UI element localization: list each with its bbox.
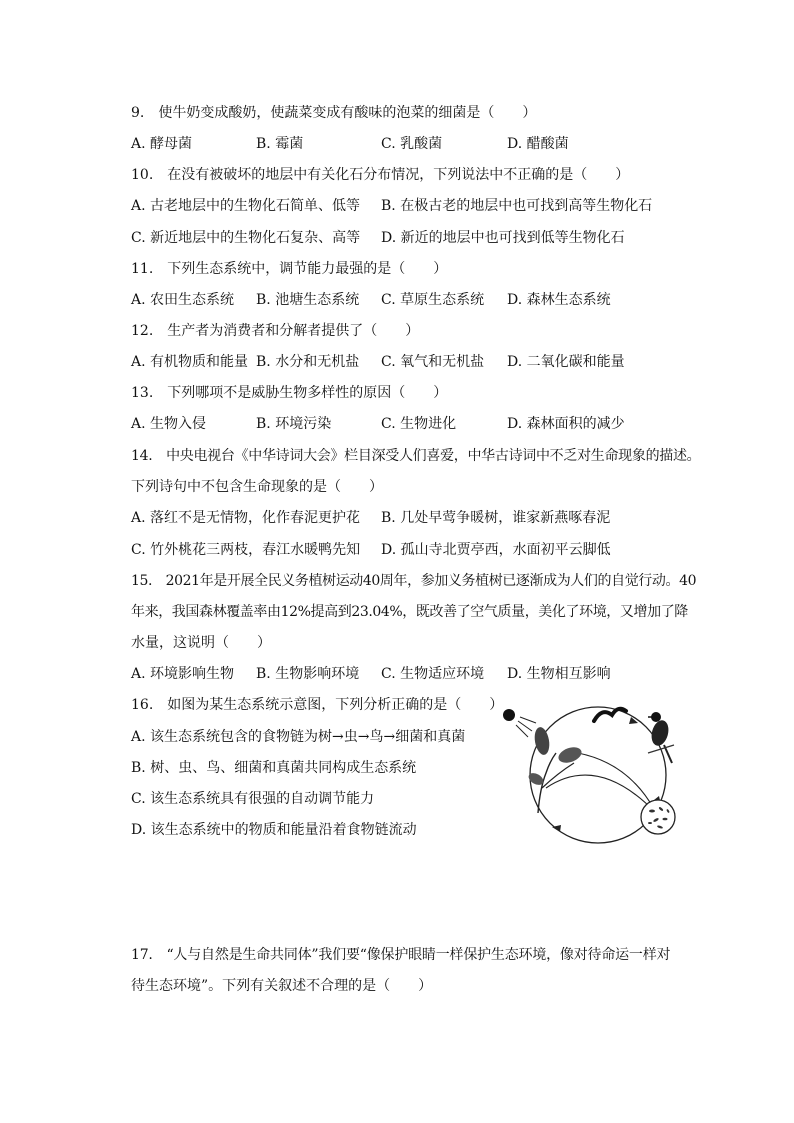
q16-option-d: D. 该生态系统中的物质和能量沿着食物链流动 — [131, 822, 417, 838]
arrow-head-icon — [629, 717, 638, 724]
q12-option-c: C. 氧气和无机盐 — [381, 354, 485, 370]
q9-option-c: C. 乳酸菌 — [381, 136, 443, 152]
ecosystem-diagram-svg — [498, 693, 678, 853]
question-15-stem-line1: 15. 2021年是开展全民义务植树运动40周年，参加义务植树已逐渐成为人们的自觉行动。40 — [131, 573, 697, 589]
q16-option-b: B. 树、虫、鸟、细菌和真菌共同构成生态系统 — [131, 760, 417, 776]
q11-option-d: D. 森林生态系统 — [507, 292, 611, 308]
q10-option-b: B. 在极古老的地层中也可找到高等生物化石 — [381, 198, 653, 214]
question-15-stem-line2: 年来，我国森林覆盖率由12%提高到23.04%，既改善了空气质量，美化了环境，又增加了降 — [131, 604, 688, 620]
q11-option-c: C. 草原生态系统 — [381, 292, 485, 308]
q15-option-b: B. 生物影响环境 — [256, 666, 360, 682]
q13-option-a: A. 生物入侵 — [131, 416, 207, 432]
q13-option-d: D. 森林面积的减少 — [507, 416, 625, 432]
question-14-stem-line1: 14. 中央电视台《中华诗词大会》栏目深受人们喜爱，中华古诗词中不乏对生命现象的描述。 — [131, 448, 701, 464]
question-14-stem-line2: 下列诗句中不包含生命现象的是（ ） — [131, 479, 383, 495]
caterpillar-icon — [594, 709, 626, 721]
question-17-stem-line1: 17. “人与自然是生命共同体”我们要“像保护眼睛一样保护生态环境，像对待命运一样对 — [131, 947, 671, 963]
question-10-stem: 10. 在没有被破坏的地层中有关化石分布情况，下列说法中不正确的是（ ） — [131, 167, 630, 183]
question-16-stem: 16. 如图为某生态系统示意图，下列分析正确的是（ ） — [131, 697, 504, 713]
q12-option-a: A. 有机物质和能量 — [131, 354, 249, 370]
ecosystem-diagram — [498, 693, 678, 853]
q15-option-c: C. 生物适应环境 — [381, 666, 485, 682]
bacteria-icon — [641, 800, 675, 834]
q14-option-d: D. 孤山寺北贾亭西，水面初平云脚低 — [381, 542, 611, 558]
bird-icon — [648, 712, 674, 763]
q14-option-a: A. 落红不是无情物，化作春泥更护花 — [131, 510, 361, 526]
q12-option-d: D. 二氧化碳和能量 — [507, 354, 625, 370]
q11-option-b: B. 池塘生态系统 — [256, 292, 360, 308]
q10-option-d: D. 新近的地层中也可找到低等生物化石 — [381, 230, 625, 246]
q16-option-c: C. 该生态系统具有很强的自动调节能力 — [131, 791, 375, 807]
q15-option-a: A. 环境影响生物 — [131, 666, 235, 682]
q15-option-d: D. 生物相互影响 — [507, 666, 611, 682]
q10-option-a: A. 古老地层中的生物化石简单、低等 — [131, 198, 361, 214]
question-9-stem: 9. 使牛奶变成酸奶，使蔬菜变成有酸味的泡菜的细菌是（ ） — [131, 105, 537, 121]
question-15-stem-line3: 水量，这说明（ ） — [131, 635, 271, 651]
question-12-stem: 12. 生产者为消费者和分解者提供了（ ） — [131, 323, 420, 339]
question-13-stem: 13. 下列哪项不是威胁生物多样性的原因（ ） — [131, 385, 448, 401]
q9-option-d: D. 醋酸菌 — [507, 136, 569, 152]
q12-option-b: B. 水分和无机盐 — [256, 354, 360, 370]
q14-option-c: C. 竹外桃花三两枝，春江水暖鸭先知 — [131, 542, 361, 558]
q11-option-a: A. 农田生态系统 — [131, 292, 235, 308]
q14-option-b: B. 几处早莺争暖树，谁家新燕啄春泥 — [381, 510, 611, 526]
q16-option-a: A. 该生态系统包含的食物链为树→虫→鸟→细菌和真菌 — [131, 729, 466, 745]
q9-option-b: B. 霉菌 — [256, 136, 304, 152]
q9-option-a: A. 酵母菌 — [131, 136, 193, 152]
sun-icon — [503, 709, 536, 737]
q10-option-c: C. 新近地层中的生物化石复杂、高等 — [131, 230, 361, 246]
q13-option-b: B. 环境污染 — [256, 416, 332, 432]
inner-arrow-arc — [546, 775, 656, 813]
question-11-stem: 11. 下列生态系统中，调节能力最强的是（ ） — [131, 261, 448, 277]
q13-option-c: C. 生物进化 — [381, 416, 457, 432]
question-17-stem-line2: 待生态环境”。下列有关叙述不合理的是（ ） — [131, 978, 433, 994]
